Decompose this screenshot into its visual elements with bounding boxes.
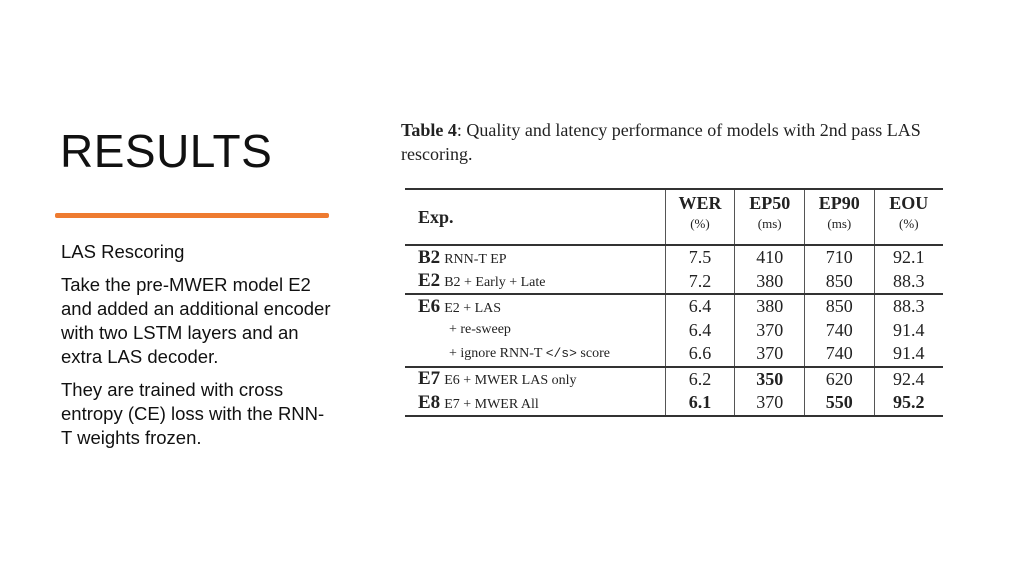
row-e2-exp (405, 270, 665, 295)
row-e8-wer: 6.1 (665, 391, 735, 416)
row-ignore-desc-pre: + ignore RNN-T (449, 345, 546, 361)
row-e8-eou: 95.2 (874, 391, 943, 416)
body-paragraph-description: Take the pre-MWER model E2 and added an additional encoder with two LSTM layers and an extra LAS decoder. (61, 274, 331, 367)
row-e8-exp (405, 391, 665, 416)
row-e7-exp (405, 367, 665, 392)
table-caption (401, 118, 961, 166)
table-caption-text: : Quality and latency performance of models with 2nd pass LAS rescoring. (401, 120, 921, 164)
unit-wer: (%) (665, 216, 735, 245)
row-ignore-eou: 91.4 (874, 342, 943, 367)
row-e2-desc: B2 + Early + Late (444, 275, 546, 291)
row-resweep-ep90: 740 (805, 319, 875, 343)
row-b2-exp (405, 245, 665, 270)
row-e2-ep90: 850 (805, 270, 875, 295)
row-e8-id: E8 (418, 391, 441, 413)
row-b2-desc: RNN-T EP (444, 251, 507, 267)
row-e8-desc: E7 + MWER All (444, 396, 539, 412)
row-e8-ep50: 370 (735, 391, 805, 416)
row-resweep-eou: 91.4 (874, 319, 943, 343)
table-caption-label: Table 4 (401, 120, 457, 140)
unit-ep90: (ms) (805, 216, 875, 245)
table-row-resweep (405, 319, 943, 343)
row-e6-desc: E2 + LAS (444, 300, 502, 316)
row-e2-id: E2 (418, 270, 441, 292)
row-ignore-ep50: 370 (735, 342, 805, 367)
row-ignore-desc (405, 342, 665, 367)
slide-title: RESULTS (60, 125, 273, 177)
row-b2-wer: 7.5 (665, 245, 735, 270)
title-accent-line (55, 213, 329, 218)
row-e7-ep50: 350 (735, 367, 805, 392)
table-row-ignore (405, 342, 943, 367)
row-e7-ep90: 620 (805, 367, 875, 392)
body-paragraph-heading: LAS Rescoring (61, 241, 185, 262)
row-ignore-desc-code: </s> (545, 345, 577, 361)
body-paragraph-training: They are trained with cross entropy (CE) loss with the RNN-T weights frozen. (61, 379, 325, 448)
row-e2-wer: 7.2 (665, 270, 735, 295)
row-b2-id: B2 (418, 246, 441, 268)
table-row-e8 (405, 391, 943, 416)
unit-ep50: (ms) (735, 216, 805, 245)
row-b2-ep90: 710 (805, 245, 875, 270)
header-eou: EOU (874, 189, 943, 216)
row-b2-eou: 92.1 (874, 245, 943, 270)
row-e2-ep50: 380 (735, 270, 805, 295)
header-wer: WER (665, 189, 735, 216)
table-row-e6 (405, 294, 943, 319)
row-e6-ep50: 380 (735, 294, 805, 319)
header-ep50: EP50 (735, 189, 805, 216)
unit-eou: (%) (874, 216, 943, 245)
header-ep90: EP90 (805, 189, 875, 216)
row-ignore-desc-post: score (576, 345, 610, 361)
row-e7-desc: E6 + MWER LAS only (444, 373, 577, 389)
row-ignore-ep90: 740 (805, 342, 875, 367)
table-row-e2 (405, 270, 943, 295)
table-row-e7 (405, 367, 943, 392)
row-b2-ep50: 410 (735, 245, 805, 270)
table-header-row (405, 189, 943, 216)
row-e6-wer: 6.4 (665, 294, 735, 319)
row-e6-eou: 88.3 (874, 294, 943, 319)
results-table (405, 188, 943, 417)
slide-body (61, 240, 331, 459)
row-resweep-desc: + re-sweep (449, 322, 511, 338)
table-row-b2 (405, 245, 943, 270)
row-e6-id: E6 (418, 295, 441, 317)
row-e6-ep90: 850 (805, 294, 875, 319)
row-e7-eou: 92.4 (874, 367, 943, 392)
header-exp: Exp. (418, 206, 454, 227)
row-ignore-wer: 6.6 (665, 342, 735, 367)
row-e7-wer: 6.2 (665, 367, 735, 392)
row-e8-ep90: 550 (805, 391, 875, 416)
row-e2-eou: 88.3 (874, 270, 943, 295)
row-resweep-ep50: 370 (735, 319, 805, 343)
row-e6-exp (405, 294, 665, 319)
row-e7-id: E7 (418, 368, 441, 390)
row-resweep-wer: 6.4 (665, 319, 735, 343)
